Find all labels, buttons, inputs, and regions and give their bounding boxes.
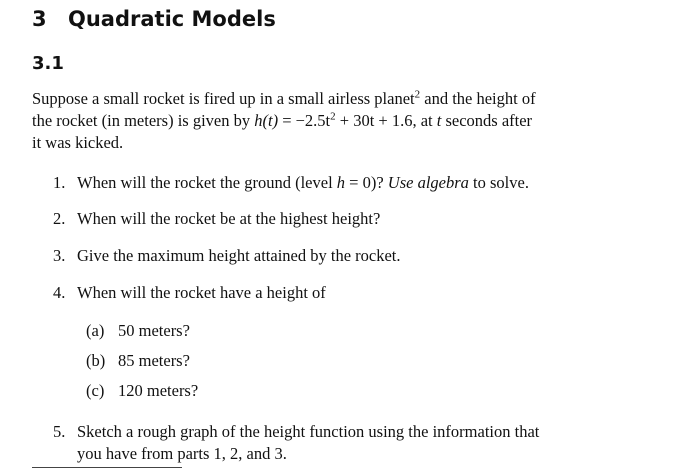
question-1 xyxy=(53,172,529,194)
subquestion-text: 120 meters? xyxy=(118,381,199,400)
question-2 xyxy=(53,208,380,230)
section-heading xyxy=(32,7,276,31)
question-number: 1. xyxy=(53,173,66,192)
emphasis-text: Use algebra xyxy=(387,173,469,192)
question-5-continued xyxy=(77,443,287,465)
subquestion-label: (b) xyxy=(86,351,106,370)
problem-text: and the height of xyxy=(420,89,536,108)
question-text: = 0)? xyxy=(345,173,388,192)
question-text: When will the rocket the ground (level xyxy=(77,173,337,192)
question-text: Sketch a rough graph of the height function using the information that xyxy=(77,422,540,441)
question-text: you have from parts 1, 2, and 3. xyxy=(77,444,287,463)
subsection-heading: 3.1 xyxy=(32,53,64,74)
question-text: Give the maximum height attained by the rocket. xyxy=(77,246,401,265)
equation-text: + 30t + 1.6, at xyxy=(335,111,437,130)
problem-line-3 xyxy=(32,132,123,154)
problem-line-2 xyxy=(32,110,532,132)
problem-text: Suppose a small rocket is fired up in a small airless planet xyxy=(32,89,415,108)
question-number: 5. xyxy=(53,422,66,441)
question-3 xyxy=(53,245,401,267)
question-number: 2. xyxy=(53,209,66,228)
exponent: 2 xyxy=(330,110,336,123)
time-variable: t xyxy=(436,111,442,130)
problem-text: seconds after xyxy=(441,111,533,130)
question-text: When will the rocket have a height of xyxy=(77,283,326,302)
section-number: 3 xyxy=(32,7,47,31)
question-text: to solve. xyxy=(468,173,529,192)
question-text: When will the rocket be at the highest height? xyxy=(77,209,381,228)
question-number: 3. xyxy=(53,246,66,265)
subquestion-c xyxy=(86,380,198,402)
question-4 xyxy=(53,282,326,304)
subquestion-a xyxy=(86,320,190,342)
problem-text: the rocket (in meters) is given by xyxy=(32,111,255,130)
section-title: Quadratic Models xyxy=(68,7,276,31)
subquestion-label: (c) xyxy=(86,381,105,400)
subquestion-text: 50 meters? xyxy=(118,321,190,340)
equation-text: = −2.5t xyxy=(278,111,331,130)
subquestion-b xyxy=(86,350,190,372)
footnote-rule xyxy=(32,467,182,468)
question-number: 4. xyxy=(53,283,66,302)
footnote-mark: 2 xyxy=(414,88,421,101)
question-5 xyxy=(53,421,539,443)
math-variable: h xyxy=(336,173,346,192)
problem-line-1 xyxy=(32,88,536,110)
subquestion-label: (a) xyxy=(86,321,105,340)
subquestion-text: 85 meters? xyxy=(118,351,190,370)
height-function: h(t) xyxy=(254,111,279,130)
problem-text: it was kicked. xyxy=(32,133,124,152)
